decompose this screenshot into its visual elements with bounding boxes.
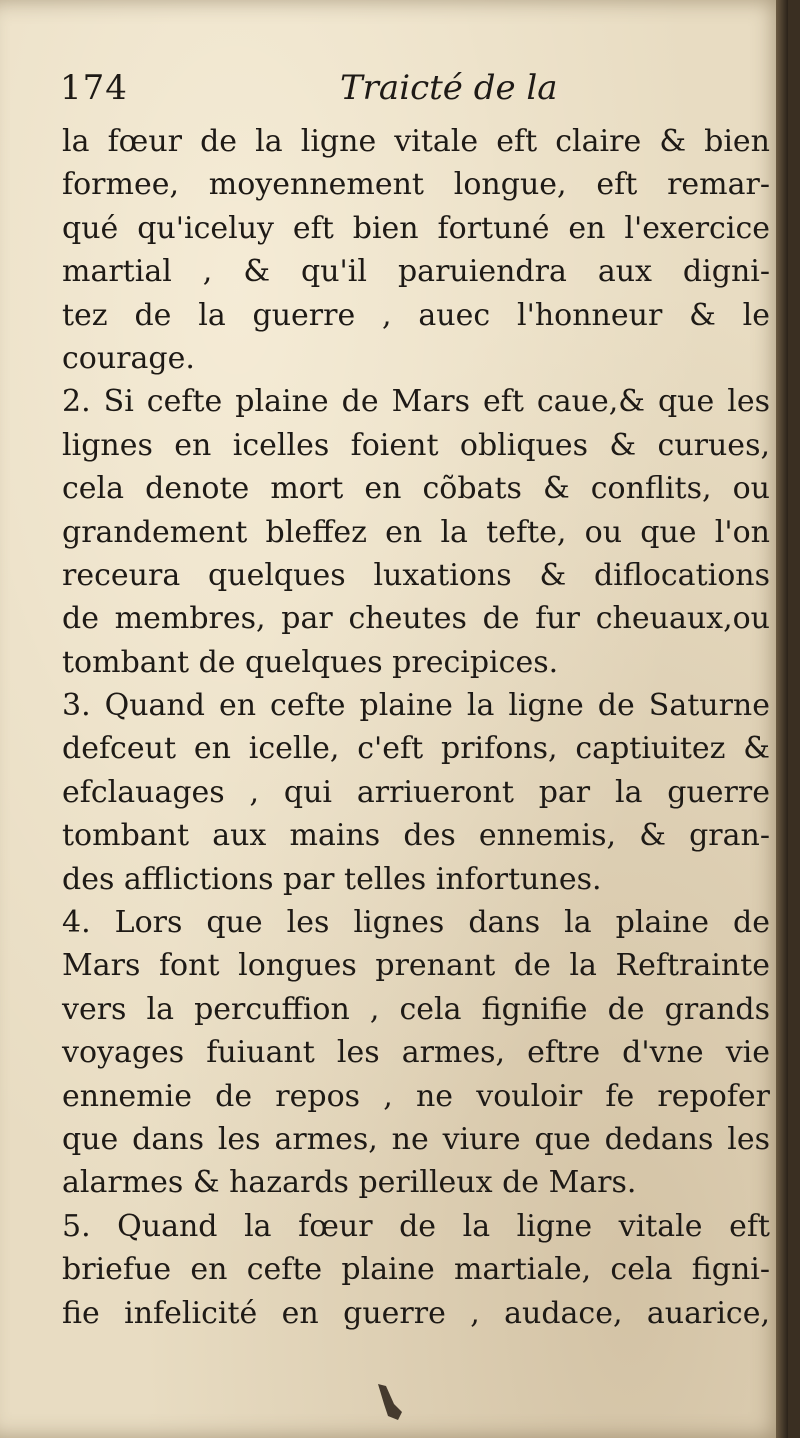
book-spine-shadow — [776, 0, 788, 1438]
text-line: que dans les armes, ne viure que dedans les — [62, 1121, 770, 1157]
text-line: tez de la guerre , auec l'honneur & le — [62, 297, 770, 333]
text-line: formee, moyennement longue, eft remar- — [62, 167, 770, 203]
text-line: 4. Lors que les lignes dans la plaine de — [62, 905, 770, 941]
text-line: receura quelques luxations & diflocations — [62, 557, 770, 593]
text-line: grandement bleffez en la tefte, ou que l'on — [62, 514, 770, 550]
text-line: tombant de quelques precipices. — [62, 644, 559, 680]
text-line: efclauages , qui arriueront par la guerre — [62, 774, 770, 810]
text-line: vers la percuffion , cela fignifie de grands — [62, 991, 770, 1027]
text-line: qué qu'iceluy eft bien fortuné en l'exercice — [62, 210, 770, 246]
text-line: briefue en cefte plaine martiale, cela figni- — [62, 1252, 770, 1288]
text-line: la fœur de la ligne vitale eft claire & bien — [62, 124, 770, 159]
text-line: fie infelicité en guerre , audace, auarice, — [62, 1295, 770, 1331]
text-line: Mars font longues prenant de la Reftrainte — [62, 948, 770, 984]
ornament-mark-icon — [372, 1382, 406, 1422]
page-number: 174 — [60, 68, 128, 108]
text-line: voyages fuiuant les armes, eftre d'vne vie — [62, 1035, 770, 1071]
text-line: 3. Quand en cefte plaine la ligne de Saturne — [62, 688, 770, 724]
text-line: 5. Quand la fœur de la ligne vitale eft — [62, 1208, 770, 1244]
text-line: de membres, par cheutes de fur cheuaux,ou — [62, 601, 770, 637]
running-title: Traicté de la — [340, 68, 558, 108]
text-line: cela denote mort en cõbats & conflits, ou — [62, 471, 770, 507]
text-line: des afflictions par telles infortunes. — [62, 861, 602, 897]
text-line: martial , & qu'il paruiendra aux digni- — [62, 254, 770, 290]
text-line: lignes en icelles foient obliques & curues, — [62, 427, 770, 463]
text-line: defceut en icelle, c'eft prifons, captiuitez & — [62, 731, 770, 767]
text-line: 2. Si cefte plaine de Mars eft caue,& que les — [62, 384, 770, 420]
text-line: alarmes & hazards perilleux de Mars. — [62, 1165, 637, 1201]
text-line: ennemie de repos , ne vouloir fe repofer — [62, 1078, 770, 1114]
body-text — [62, 120, 770, 1335]
text-line: courage. — [62, 340, 195, 376]
text-line: tombant aux mains des ennemis, & gran- — [62, 818, 770, 854]
page-header — [60, 68, 760, 118]
